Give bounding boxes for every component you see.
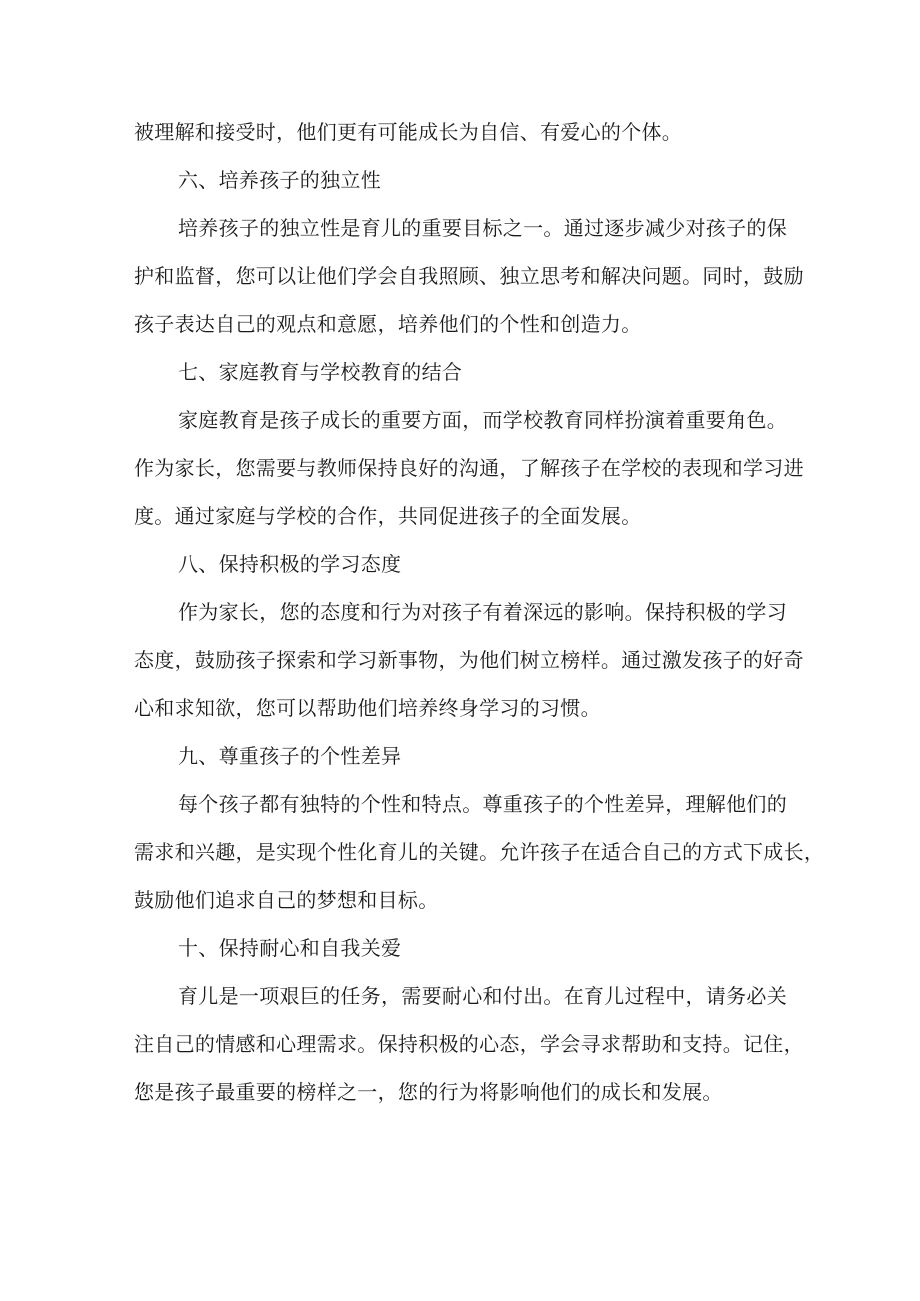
paragraph-line: 心和求知欲，您可以帮助他们培养终身学习的习惯。 — [134, 696, 601, 720]
paragraph-line: 育儿是一项艰巨的任务，需要耐心和付出。在育儿过程中，请务必关 — [178, 984, 787, 1008]
section-heading-6: 六、培养孩子的独立性 — [178, 168, 381, 192]
paragraph-line: 培养孩子的独立性是育儿的重要目标之一。通过逐步减少对孩子的保 — [178, 216, 787, 240]
section-heading-8: 八、保持积极的学习态度 — [178, 552, 402, 576]
paragraph-line: 被理解和接受时，他们更有可能成长为自信、有爱心的个体。 — [134, 120, 683, 144]
paragraph-line: 鼓励他们追求自己的梦想和目标。 — [134, 888, 439, 912]
section-heading-10: 十、保持耐心和自我关爱 — [178, 936, 402, 960]
paragraph-line: 作为家长，您需要与教师保持良好的沟通，了解孩子在学校的表现和学习进 — [134, 456, 804, 480]
paragraph-line: 您是孩子最重要的榜样之一，您的行为将影响他们的成长和发展。 — [134, 1080, 723, 1104]
paragraph-line: 每个孩子都有独特的个性和特点。尊重孩子的个性差异，理解他们的 — [178, 792, 787, 816]
paragraph-line: 作为家长，您的态度和行为对孩子有着深远的影响。保持积极的学习 — [178, 600, 787, 624]
paragraph-line: 护和监督，您可以让他们学会自我照顾、独立思考和解决问题。同时，鼓励 — [134, 264, 804, 288]
section-heading-9: 九、尊重孩子的个性差异 — [178, 744, 402, 768]
paragraph-line: 度。通过家庭与学校的合作，共同促进孩子的全面发展。 — [134, 504, 642, 528]
paragraph-line: 注自己的情感和心理需求。保持积极的心态，学会寻求帮助和支持。记住， — [134, 1032, 804, 1056]
paragraph-line: 需求和兴趣，是实现个性化育儿的关键。允许孩子在适合自己的方式下成长， — [134, 840, 825, 864]
paragraph-line: 孩子表达自己的观点和意愿，培养他们的个性和创造力。 — [134, 312, 642, 336]
paragraph-line: 态度，鼓励孩子探索和学习新事物，为他们树立榜样。通过激发孩子的好奇 — [134, 648, 804, 672]
paragraph-line: 家庭教育是孩子成长的重要方面，而学校教育同样扮演着重要角色。 — [178, 408, 787, 432]
section-heading-7: 七、家庭教育与学校教育的结合 — [178, 360, 463, 384]
